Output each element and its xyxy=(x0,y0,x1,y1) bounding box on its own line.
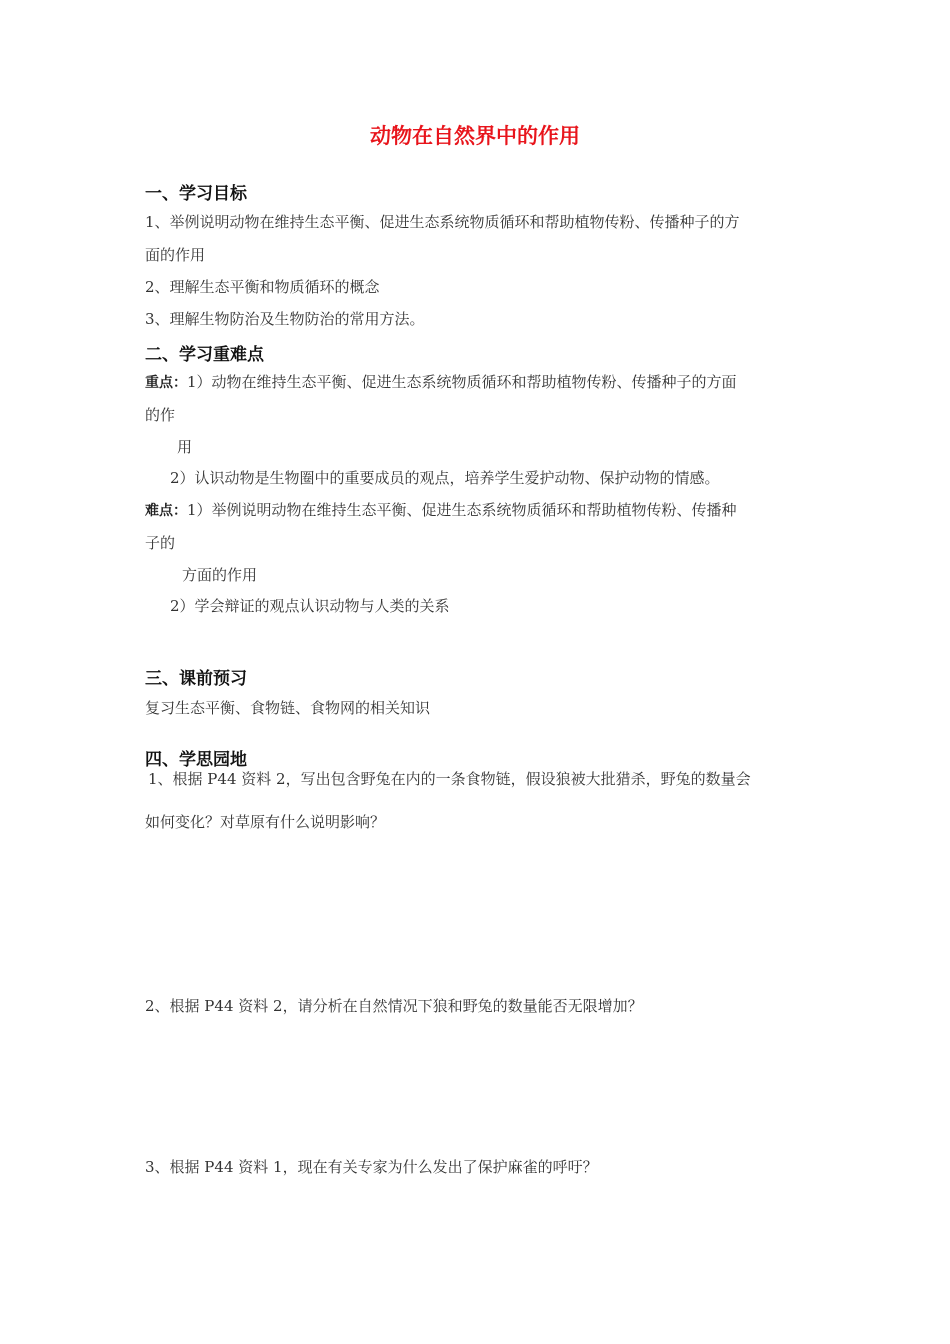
difficulty-1-line-1 xyxy=(145,499,737,520)
key-point-1-text: 1）动物在维持生态平衡、促进生态系统物质循环和帮助植物传粉、传播种子的方面 xyxy=(187,373,737,391)
document-title: 动物在自然界中的作用 xyxy=(370,124,580,148)
key-label: 重点： xyxy=(145,375,187,391)
objective-2: 2、理解生态平衡和物质循环的概念 xyxy=(145,278,380,296)
question-3: 3、根据 P44 资料 1，现在有关专家为什么发出了保护麻雀的呼吁？ xyxy=(145,1158,598,1176)
objective-3: 3、理解生物防治及生物防治的常用方法。 xyxy=(145,310,425,328)
section-heading-key-points: 二、学习重难点 xyxy=(145,345,264,365)
section-heading-objectives: 一、学习目标 xyxy=(145,184,247,204)
question-1-line-2: 如何变化？对草原有什么说明影响？ xyxy=(145,813,386,831)
question-1-line-1: 1、根据 P44 资料 2，写出包含野兔在内的一条食物链，假设狼被大批猎杀，野兔的数量会 xyxy=(148,770,751,788)
key-point-2: 2）认识动物是生物圈中的重要成员的观点，培养学生爱护动物、保护动物的情感。 xyxy=(170,469,720,487)
question-2: 2、根据 P44 资料 2，请分析在自然情况下狼和野兔的数量能否无限增加？ xyxy=(145,997,643,1015)
section-heading-study-area: 四、学思园地 xyxy=(145,750,247,770)
preview-text: 复习生态平衡、食物链、食物网的相关知识 xyxy=(145,699,431,717)
objective-1-line-2: 面的作用 xyxy=(145,246,206,264)
section-heading-preview: 三、课前预习 xyxy=(145,669,247,689)
difficulty-1-line-3: 方面的作用 xyxy=(182,566,258,584)
key-point-1-line-3: 用 xyxy=(177,438,193,456)
difficulty-1-line-2: 子的 xyxy=(145,534,176,552)
difficulty-1-text: 1）举例说明动物在维持生态平衡、促进生态系统物质循环和帮助植物传粉、传播种 xyxy=(187,501,737,519)
key-point-1-line-2: 的作 xyxy=(145,406,176,424)
difficulty-label: 难点： xyxy=(145,503,187,519)
key-point-1-line-1 xyxy=(145,371,737,392)
difficulty-2: 2）学会辩证的观点认识动物与人类的关系 xyxy=(170,597,450,615)
objective-1-line-1: 1、举例说明动物在维持生态平衡、促进生态系统物质循环和帮助植物传粉、传播种子的方 xyxy=(145,213,740,231)
